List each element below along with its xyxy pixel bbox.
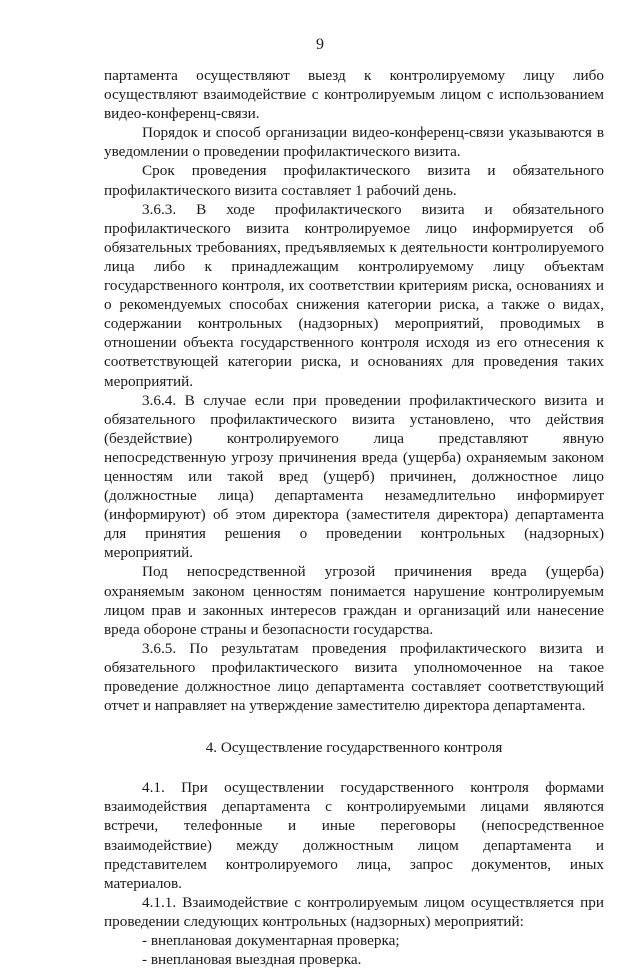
list-item: - внеплановая документарная проверка; bbox=[142, 932, 400, 950]
paragraph-4-1-1: 4.1.1. Взаимодействие с контролируемым лицом осуществляется при проведении следующих контрольных (надзорных) мероприятий: bbox=[104, 893, 604, 930]
paragraph-3-6-3: 3.6.3. В ходе профилактического визита и обязательного профилактического визита контролируемое лицо информируется об обязательных требованиях, предъявляемых к деятельности контролируемого лица либо к принадлежащим контролируемому лицу объектам государственного контроля, их соответствии критериям риска, основаниях и о рекомендуемых способах снижения категории риска, а также о видах, содержании контрольных (надзорных) мероприятий, проводимых в отношении объекта государственного контроля исходя из его отнесения к соответствующей категории риска, и основаниях для проведения таких мероприятий. bbox=[104, 200, 604, 390]
list-item: - внеплановая выездная проверка. bbox=[142, 951, 362, 969]
paragraph: Под непосредственной угрозой причинения вреда (ущерба) охраняемым законом ценностям понимается нарушение контролируемым лицом прав и законных интересов граждан и организаций или нанесение вреда обороне страны и безопасности государства. bbox=[104, 563, 604, 638]
page-number: 9 bbox=[316, 36, 324, 53]
document-body bbox=[104, 66, 604, 969]
paragraph-continuation: партамента осуществляют выезд к контролируемому лицу либо осуществляют взаимодействие с контролируемым лицом с использованием видео-конференц-связи. bbox=[104, 67, 604, 123]
section-heading: 4. Осуществление государственного контроля bbox=[205, 739, 503, 757]
paragraph-4-1: 4.1. При осуществлении государственного контроля формами взаимодействия департамента с контролируемыми лицами являются встречи, телефонные и иные переговоры (непосредственное взаимодействие) между должностным лицом департамента и представителем контролируемого лица, запрос документов, иных материалов. bbox=[104, 779, 604, 892]
paragraph: Порядок и способ организации видео-конференц-связи указываются в уведомлении о проведении профилактического визита. bbox=[104, 124, 604, 161]
paragraph-3-6-4: 3.6.4. В случае если при проведении профилактического визита и обязательного профилактического визита установлено, что действия (бездействие) контролируемого лица представляют явную непосредственную угрозу причинения вреда (ущерба) охраняемым законом ценностям или такой вред (ущерб) причинен, должностное лицо (должностные лица) департамента незамедлительно информирует (информируют) об этом директора (заместителя директора) департамента для принятия решения о проведении контрольных (надзорных) мероприятий. bbox=[104, 391, 604, 562]
paragraph-3-6-5: 3.6.5. По результатам проведения профилактического визита и обязательного профилактического визита уполномоченное на такое проведение должностное лицо департамента составляет соответствующий отчет и направляет на утверждение заместителю директора департамента. bbox=[104, 639, 604, 715]
paragraph: Срок проведения профилактического визита и обязательного профилактического визита составляет 1 рабочий день. bbox=[104, 162, 604, 199]
